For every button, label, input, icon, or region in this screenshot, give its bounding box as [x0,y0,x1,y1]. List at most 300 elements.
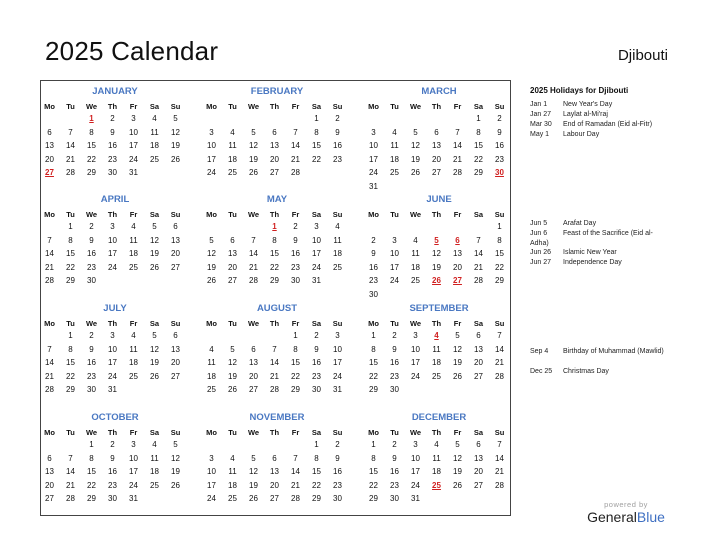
day-cell: 1 [314,114,319,123]
day-cell: 12 [411,141,420,150]
weekday-header: Sa [311,210,322,219]
day-cell: 28 [66,494,75,503]
day-cell: 12 [453,344,462,354]
day-cell: 19 [249,154,258,164]
month-1 [202,83,352,188]
month-name: AUGUST [256,303,298,314]
day-cell: 31 [369,181,378,191]
day-cell: 8 [314,453,319,463]
month-name: MARCH [421,86,457,97]
day-cell: 27 [474,371,483,381]
day-cell: 8 [68,235,73,245]
day-cell: 26 [249,494,258,503]
day-cell: 30 [108,168,117,177]
day-cell: 21 [45,371,54,381]
day-cell: 28 [45,385,54,394]
month-3 [40,191,190,296]
day-cell: 25 [411,276,420,285]
weekday-header: Fr [291,210,300,219]
day-cell: 10 [129,453,138,463]
day-cell: 27 [270,494,279,503]
month-name: SEPTEMBER [409,303,469,314]
day-cell: 17 [207,154,216,164]
day-cell: 8 [314,127,319,137]
day-cell: 28 [495,371,504,381]
day-cell: 20 [45,480,54,490]
weekday-header: Su [332,102,343,111]
day-cell: 10 [312,235,321,245]
weekday-header: We [247,102,260,111]
day-cell: 5 [251,127,256,137]
day-cell: 2 [371,235,376,245]
day-cell: 13 [45,141,54,150]
weekday-header: Tu [228,319,237,328]
day-cell: 7 [251,235,256,245]
month-name: OCTOBER [91,412,139,423]
day-cell: 13 [432,141,441,150]
day-cell: 12 [228,358,237,367]
weekday-header: Sa [473,319,484,328]
day-cell: 17 [312,249,321,258]
day-cell: 6 [476,331,481,340]
day-cell: 23 [87,371,96,381]
day-cell: 10 [390,249,399,258]
day-cell: 27 [432,168,441,177]
day-cell: 23 [495,154,504,164]
day-cell: 31 [411,494,420,503]
day-cell: 31 [108,385,117,394]
weekday-header: Th [269,428,280,437]
holidays-title: 2025 Holidays for Djibouti [530,86,629,95]
day-cell: 9 [89,235,94,245]
day-cell: 26 [171,154,180,164]
month-name: APRIL [100,194,130,205]
day-cell: 9 [392,453,397,463]
day-cell: 17 [411,467,420,476]
day-cell: 18 [432,467,441,476]
day-cell: 19 [453,358,462,367]
day-cell: 22 [312,154,321,164]
weekday-header: Tu [390,319,399,328]
day-cell: 18 [207,371,216,381]
day-cell: 26 [207,276,216,285]
weekday-header: Fr [129,428,138,437]
day-cell: 23 [390,371,399,381]
day-cell: 17 [129,141,138,150]
holiday-day-cell: 25 [432,480,441,490]
day-cell: 16 [87,358,96,367]
day-cell: 27 [270,168,279,177]
day-cell: 15 [495,249,504,258]
month-name: DECEMBER [411,412,467,423]
day-cell: 22 [312,480,321,490]
day-cell: 9 [110,127,115,137]
weekday-header: Fr [129,102,138,111]
day-cell: 2 [293,222,298,231]
holiday-date: Dec 25 [530,368,553,375]
day-cell: 8 [68,344,73,354]
holiday-item [530,120,670,130]
day-cell: 15 [369,467,378,476]
month-name: MAY [266,194,288,205]
weekday-header: Fr [453,319,462,328]
holiday-day-cell: 1 [272,222,277,231]
holiday-item [530,347,670,357]
day-cell: 24 [207,494,216,503]
day-cell: 10 [108,235,117,245]
day-cell: 15 [369,358,378,367]
day-cell: 15 [312,141,321,150]
day-cell: 24 [411,371,420,381]
day-cell: 3 [110,331,115,340]
day-cell: 22 [66,262,75,272]
day-cell: 18 [228,154,237,164]
day-cell: 14 [66,467,75,476]
weekday-header: We [85,210,98,219]
month-8 [364,300,514,405]
day-cell: 10 [369,141,378,150]
weekday-header: Sa [149,428,160,437]
day-cell: 31 [312,276,321,285]
holiday-date: Jun 26 [530,249,552,256]
day-cell: 13 [453,249,462,258]
day-cell: 29 [495,276,504,285]
day-cell: 8 [89,127,94,137]
weekday-header: We [409,428,422,437]
day-cell: 16 [291,249,300,258]
month-2 [364,83,514,191]
day-cell: 6 [272,127,277,137]
day-cell: 16 [87,249,96,258]
day-cell: 3 [209,453,214,463]
day-cell: 14 [495,453,504,463]
day-cell: 5 [413,127,418,137]
month-11 [364,409,514,514]
weekday-header: Mo [44,102,55,111]
day-cell: 9 [335,453,340,463]
day-cell: 9 [335,127,340,137]
weekday-header: We [247,210,260,219]
day-cell: 25 [333,262,342,272]
weekday-header: Fr [291,428,300,437]
day-cell: 18 [150,467,159,476]
day-cell: 17 [108,249,117,258]
holiday-item [530,229,670,248]
weekday-header: Su [170,428,181,437]
day-cell: 21 [66,154,75,164]
day-cell: 26 [171,480,180,490]
day-cell: 11 [129,344,138,354]
day-cell: 20 [453,262,462,272]
weekday-header: Fr [129,210,138,219]
month-name: JULY [103,303,127,314]
weekday-header: Mo [206,428,217,437]
day-cell: 7 [47,344,52,354]
day-cell: 15 [291,358,300,367]
day-cell: 14 [66,141,75,150]
weekday-header: Sa [311,102,322,111]
day-cell: 8 [89,453,94,463]
day-cell: 28 [249,276,258,285]
day-cell: 21 [495,467,504,476]
day-cell: 25 [207,385,216,394]
day-cell: 30 [333,494,342,503]
holiday-day-cell: 6 [455,235,460,245]
day-cell: 12 [171,127,180,137]
day-cell: 25 [432,371,441,381]
day-cell: 3 [413,331,418,340]
day-cell: 25 [390,168,399,177]
weekday-header: Mo [206,102,217,111]
day-cell: 29 [312,494,321,503]
day-cell: 14 [291,467,300,476]
weekday-header: Mo [206,319,217,328]
day-cell: 6 [47,453,52,463]
day-cell: 29 [369,494,378,503]
day-cell: 11 [207,358,216,367]
brand-logo [584,500,668,525]
weekday-header: Tu [390,210,399,219]
day-cell: 30 [108,494,117,503]
day-cell: 11 [150,453,159,463]
day-cell: 24 [129,154,138,164]
weekday-header: Sa [149,102,160,111]
weekday-header: Mo [368,210,379,219]
weekday-header: Th [107,428,118,437]
holiday-name: New Year's Day [563,101,613,108]
day-cell: 22 [87,154,96,164]
holiday-day-cell: 27 [453,276,462,285]
holiday-item [530,248,670,258]
day-cell: 22 [291,371,300,381]
month-6 [40,300,190,405]
weekday-header: We [409,102,422,111]
holiday-date: Sep 4 [530,348,549,355]
day-cell: 21 [474,262,483,272]
holiday-name: Islamic New Year [563,249,617,256]
weekday-header: Sa [311,428,322,437]
day-cell: 4 [152,114,157,123]
weekday-header: Fr [453,102,462,111]
weekday-header: Mo [368,428,379,437]
day-cell: 19 [249,480,258,490]
holiday-day-cell: 26 [432,276,441,285]
day-cell: 17 [390,262,399,272]
day-cell: 4 [392,127,397,137]
day-cell: 20 [45,154,54,164]
day-cell: 7 [497,440,502,449]
day-cell: 6 [272,453,277,463]
day-cell: 22 [270,262,279,272]
day-cell: 28 [45,276,54,285]
day-cell: 2 [335,114,340,123]
day-cell: 28 [495,480,504,490]
day-cell: 5 [152,222,157,231]
weekday-header: Fr [129,319,138,328]
day-cell: 24 [333,371,342,381]
day-cell: 18 [411,262,420,272]
day-cell: 10 [207,141,216,150]
day-cell: 28 [474,276,483,285]
weekday-header: Tu [228,210,237,219]
day-cell: 22 [87,480,96,490]
weekday-header: Th [431,428,442,437]
day-cell: 12 [432,249,441,258]
day-cell: 29 [369,385,378,394]
weekday-header: We [409,319,422,328]
day-cell: 27 [228,276,237,285]
day-cell: 12 [207,249,216,258]
day-cell: 29 [270,276,279,285]
day-cell: 11 [228,467,237,476]
weekday-header: We [409,210,422,219]
day-cell: 23 [108,480,117,490]
holiday-date: Jun 27 [530,259,552,266]
day-cell: 10 [333,344,342,354]
day-cell: 13 [171,235,180,245]
day-cell: 29 [474,168,483,177]
day-cell: 15 [87,467,96,476]
day-cell: 20 [432,154,441,164]
weekday-header: Su [332,210,343,219]
weekday-header: Mo [44,210,55,219]
weekday-header: We [85,102,98,111]
day-cell: 3 [314,222,319,231]
weekday-header: Th [269,210,280,219]
day-cell: 2 [89,222,94,231]
day-cell: 1 [497,222,502,231]
day-cell: 25 [228,168,237,177]
day-cell: 9 [392,344,397,354]
weekday-header: Mo [44,428,55,437]
page-title: 2025 Calendar [45,36,219,66]
day-cell: 14 [495,344,504,354]
day-cell: 20 [171,249,180,258]
holiday-name: Birthday of Muhammad (Mawlid) [563,348,664,355]
day-cell: 10 [411,344,420,354]
holiday-name: Feast of the Sacrifice (Eid al-Adha) [530,230,653,247]
holiday-item [530,130,670,140]
day-cell: 5 [152,331,157,340]
weekday-header: Th [107,102,118,111]
day-cell: 8 [476,127,481,137]
day-cell: 1 [371,440,376,449]
day-cell: 16 [312,358,321,367]
day-cell: 29 [66,385,75,394]
day-cell: 13 [474,453,483,463]
day-cell: 27 [249,385,258,394]
day-cell: 14 [249,249,258,258]
day-cell: 18 [228,480,237,490]
weekday-header: Tu [66,210,75,219]
weekday-header: Sa [149,319,160,328]
day-cell: 3 [131,114,136,123]
day-cell: 30 [291,276,300,285]
weekday-header: Su [494,428,505,437]
day-cell: 21 [453,154,462,164]
holiday-item [530,219,670,229]
day-cell: 12 [249,467,258,476]
day-cell: 23 [333,154,342,164]
day-cell: 9 [497,127,502,137]
day-cell: 5 [173,114,178,123]
day-cell: 9 [314,344,319,354]
day-cell: 15 [312,467,321,476]
day-cell: 4 [131,222,136,231]
day-cell: 20 [249,371,258,381]
holiday-date: Jun 5 [530,220,548,227]
weekday-header: Sa [311,319,322,328]
day-cell: 16 [495,141,504,150]
day-cell: 17 [369,154,378,164]
day-cell: 2 [314,331,319,340]
day-cell: 21 [495,358,504,367]
day-cell: 12 [453,453,462,463]
day-cell: 23 [312,371,321,381]
day-cell: 11 [432,453,441,463]
day-cell: 18 [390,154,399,164]
day-cell: 16 [369,262,378,272]
day-cell: 4 [131,331,136,340]
day-cell: 11 [150,127,159,137]
day-cell: 14 [45,358,54,367]
day-cell: 26 [411,168,420,177]
day-cell: 22 [474,154,483,164]
day-cell: 7 [293,127,298,137]
day-cell: 21 [270,371,279,381]
holiday-item [530,110,670,120]
month-name: FEBRUARY [250,86,304,97]
day-cell: 10 [207,467,216,476]
day-cell: 28 [66,168,75,177]
day-cell: 24 [207,168,216,177]
day-cell: 31 [333,385,342,394]
day-cell: 19 [411,154,420,164]
day-cell: 15 [474,141,483,150]
weekday-header: Fr [453,428,462,437]
day-cell: 20 [228,262,237,272]
holiday-date: May 1 [530,131,550,138]
day-cell: 24 [108,262,117,272]
day-cell: 9 [371,249,376,258]
day-cell: 8 [272,235,277,245]
day-cell: 8 [293,344,298,354]
weekday-header: Sa [149,210,160,219]
day-cell: 12 [171,453,180,463]
day-cell: 21 [291,154,300,164]
day-cell: 19 [171,141,180,150]
day-cell: 26 [150,262,159,272]
day-cell: 14 [45,249,54,258]
day-cell: 2 [392,331,397,340]
day-cell: 1 [314,440,319,449]
day-cell: 20 [474,467,483,476]
holiday-name: Independence Day [563,259,622,266]
day-cell: 16 [333,141,342,150]
day-cell: 1 [68,331,73,340]
day-cell: 7 [68,453,73,463]
day-cell: 4 [335,222,340,231]
day-cell: 10 [129,127,138,137]
day-cell: 6 [476,440,481,449]
day-cell: 16 [390,358,399,367]
day-cell: 19 [150,249,159,258]
weekday-header: Mo [44,319,55,328]
day-cell: 28 [291,494,300,503]
day-cell: 4 [434,440,439,449]
day-cell: 4 [413,235,418,245]
day-cell: 30 [87,385,96,394]
